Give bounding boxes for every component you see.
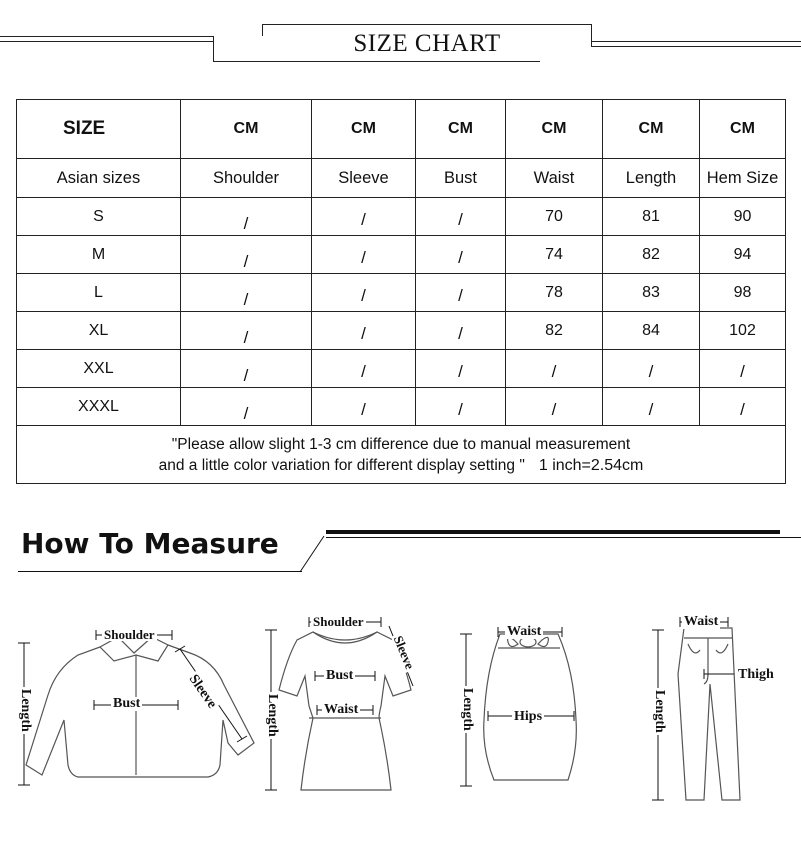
table-cell-length	[603, 198, 700, 236]
size-heading: SIZE	[17, 100, 181, 159]
table-cell-shoulder	[181, 274, 312, 312]
table-cell-shoulder	[181, 388, 312, 426]
cell-value: 82	[642, 245, 660, 263]
pants-waist-label: Waist	[684, 614, 719, 629]
cell-value: L	[94, 283, 103, 301]
cell-value: XL	[88, 321, 109, 339]
table-row	[17, 388, 786, 426]
header-rule-left-bottom	[0, 41, 213, 42]
table-cell-sleeve	[312, 312, 416, 350]
note-line-2	[17, 455, 785, 476]
table-cell-bust	[416, 388, 506, 426]
dress-shoulder-label: Shoulder	[313, 614, 364, 629]
table-cell-length	[603, 350, 700, 388]
cell-value: /	[458, 247, 463, 267]
cell-value: /	[361, 209, 366, 229]
table-cell-waist	[506, 388, 603, 426]
skirt-hips-label: Hips	[514, 709, 543, 724]
cell-value: 102	[729, 321, 756, 339]
column-header: Shoulder	[181, 159, 312, 198]
skirt-length-label: Length	[460, 688, 475, 731]
table-cell-waist	[506, 350, 603, 388]
table-cell-size	[17, 312, 181, 350]
table-cell-bust	[416, 236, 506, 274]
cell-value: /	[740, 399, 745, 419]
cell-value: /	[458, 399, 463, 419]
cell-value: /	[551, 399, 557, 419]
table-cell-waist	[506, 236, 603, 274]
htm-slash	[298, 530, 328, 574]
measurement-note	[17, 426, 786, 484]
table-cell-sleeve	[312, 236, 416, 274]
cell-value: /	[243, 327, 249, 347]
unit-cell: CM	[506, 100, 603, 159]
table-cell-bust	[416, 350, 506, 388]
note-row	[17, 426, 786, 484]
size-chart-table	[16, 99, 786, 484]
cell-value: XXXL	[78, 397, 119, 415]
table-cell-hem	[700, 388, 786, 426]
shirt-bust-label: Bust	[113, 696, 141, 711]
cell-value: /	[243, 365, 249, 385]
table-cell-waist	[506, 198, 603, 236]
table-cell-bust	[416, 312, 506, 350]
table-cell-length	[603, 274, 700, 312]
shirt-sleeve-label: Sleeve	[185, 672, 220, 712]
table-cell-bust	[416, 198, 506, 236]
unit-cell: CM	[312, 100, 416, 159]
table-cell-hem	[700, 198, 786, 236]
header-rule-top	[262, 24, 592, 25]
cell-value: /	[361, 247, 366, 267]
table-row	[17, 312, 786, 350]
htm-rule-thin	[326, 537, 801, 538]
cell-value: 82	[545, 321, 563, 339]
table-cell-hem	[700, 274, 786, 312]
column-header-row	[17, 159, 786, 198]
table-cell-bust	[416, 274, 506, 312]
table-cell-size	[17, 350, 181, 388]
cell-value: /	[361, 323, 366, 343]
cell-value: /	[648, 361, 654, 381]
column-header: Sleeve	[312, 159, 416, 198]
cell-value: /	[361, 399, 366, 419]
unit-cell: CM	[700, 100, 786, 159]
how-to-measure-title: How To Measure	[21, 527, 279, 560]
table-cell-length	[603, 236, 700, 274]
pants-figure	[648, 614, 798, 806]
cell-value: 84	[642, 321, 660, 339]
cell-value: M	[91, 245, 106, 263]
cell-value: 70	[545, 207, 563, 225]
pants-thigh-label: Thigh	[738, 667, 774, 682]
htm-rule-thick	[326, 530, 780, 534]
cell-value: /	[458, 209, 463, 229]
table-row	[17, 274, 786, 312]
column-header: Waist	[506, 159, 603, 198]
unit-row	[17, 100, 786, 159]
table-cell-shoulder	[181, 236, 312, 274]
cell-value: XXL	[83, 359, 114, 377]
table-cell-size	[17, 198, 181, 236]
table-cell-size	[17, 236, 181, 274]
cell-value: /	[243, 251, 249, 271]
cell-value: 90	[733, 207, 752, 225]
header-rule-right-top	[591, 41, 801, 42]
pants-outline	[648, 614, 798, 806]
table-cell-waist	[506, 274, 603, 312]
unit-cell: CM	[416, 100, 506, 159]
shirt-length-label: Length	[18, 689, 33, 732]
table-row	[17, 198, 786, 236]
header-rule-right-bottom	[591, 46, 801, 47]
cell-value: /	[243, 213, 249, 233]
dress-sleeve-label: Sleeve	[390, 633, 418, 672]
cell-value: /	[551, 361, 557, 381]
table-cell-shoulder	[181, 312, 312, 350]
cell-value: /	[243, 403, 249, 423]
skirt-waist-label: Waist	[507, 624, 542, 639]
cell-value: /	[458, 361, 463, 381]
cell-value: /	[361, 285, 366, 305]
cell-value: /	[243, 289, 249, 309]
size-chart-title: SIZE CHART	[353, 30, 501, 57]
cell-value: 83	[642, 283, 660, 301]
column-header: Asian sizes	[17, 159, 181, 198]
table-cell-length	[603, 388, 700, 426]
column-header: Length	[603, 159, 700, 198]
table-row	[17, 236, 786, 274]
pants-length-label: Length	[652, 690, 667, 733]
note-line-2-text: and a little color variation for different display setting "	[158, 456, 525, 474]
inch-conversion: 1 inch=2.54cm	[538, 456, 644, 474]
cell-value: 74	[545, 245, 563, 263]
cell-value: /	[740, 361, 745, 381]
shirt-shoulder-label: Shoulder	[104, 627, 155, 642]
cell-value: /	[458, 285, 463, 305]
header-rule-left-top	[0, 36, 213, 37]
table-cell-size	[17, 388, 181, 426]
column-header: Bust	[416, 159, 506, 198]
dress-length-label: Length	[265, 694, 280, 737]
table-row	[17, 350, 786, 388]
note-line-1: "Please allow slight 1-3 cm difference due to manual measurement	[171, 435, 631, 453]
table-cell-length	[603, 312, 700, 350]
cell-value: 98	[733, 283, 752, 301]
unit-cell: CM	[181, 100, 312, 159]
column-header: Hem Size	[700, 159, 786, 198]
table-cell-hem	[700, 236, 786, 274]
table-cell-hem	[700, 350, 786, 388]
cell-value: /	[648, 399, 654, 419]
table-cell-sleeve	[312, 388, 416, 426]
skirt-outline	[458, 620, 598, 795]
cell-value: /	[458, 323, 463, 343]
table-cell-shoulder	[181, 350, 312, 388]
cell-value: S	[93, 207, 104, 225]
table-cell-sleeve	[312, 198, 416, 236]
table-cell-waist	[506, 312, 603, 350]
table-cell-sleeve	[312, 350, 416, 388]
htm-underline	[18, 571, 302, 572]
table-cell-hem	[700, 312, 786, 350]
cell-value: 81	[642, 207, 660, 225]
cell-value: 78	[545, 283, 563, 301]
header-rule-left-drop	[213, 36, 214, 62]
dress-bust-label: Bust	[326, 668, 354, 683]
dress-figure	[265, 614, 425, 804]
table-cell-size	[17, 274, 181, 312]
cell-value: 94	[733, 245, 752, 263]
dress-waist-label: Waist	[324, 702, 359, 717]
header-rule-bottom	[213, 61, 540, 62]
table-cell-shoulder	[181, 198, 312, 236]
cell-value: /	[361, 361, 366, 381]
unit-cell: CM	[603, 100, 700, 159]
table-cell-sleeve	[312, 274, 416, 312]
shirt-figure	[18, 625, 258, 795]
skirt-figure	[458, 620, 598, 795]
